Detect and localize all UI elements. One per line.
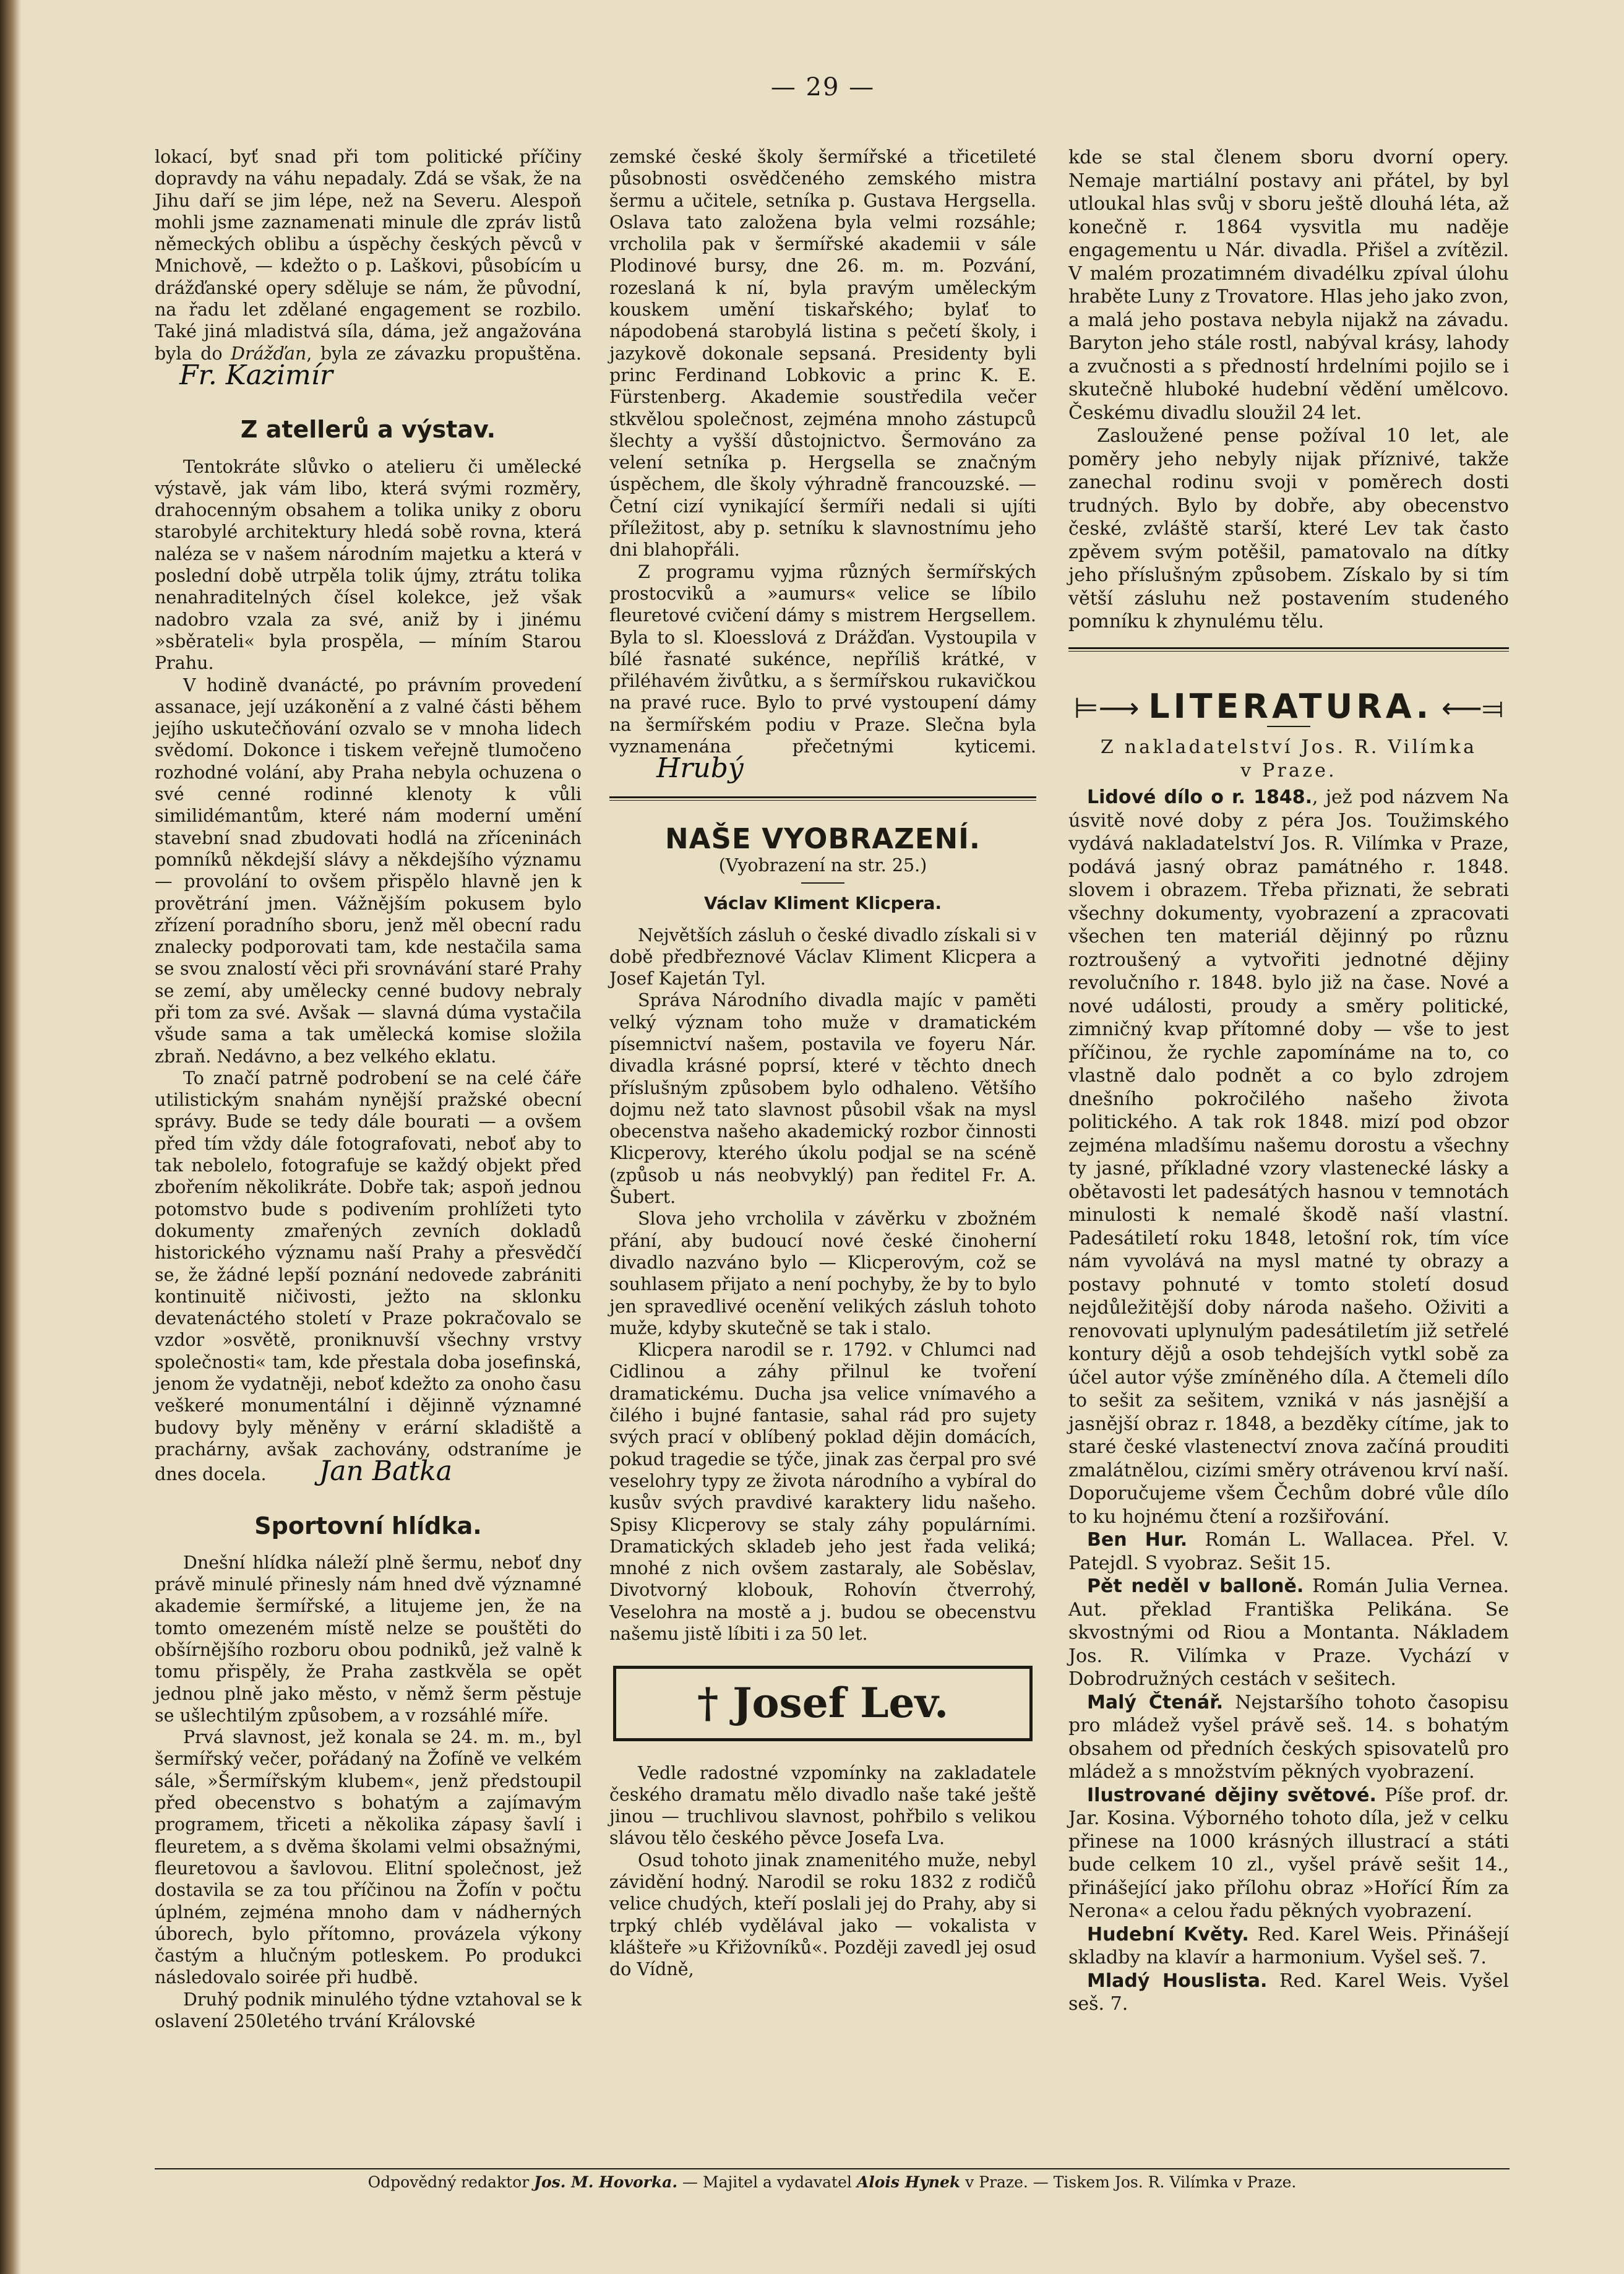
signature-hruby: Hrubý <box>656 752 744 785</box>
paragraph: Zasloužené pense požíval 10 let, ale poměry jeho nebyly nijak příznivé, takže zanechal rodinu svoji v poměrech dosti trudných. Bylo by dobře, aby obecenstvo české, zvláště starší, které Lev tak často zpěvem svým potěšil, pamatovalo na dítky jeho příslušným způsobem. Získalo by si tím větší zásluhu než postavením studeného pomníku k zhynulému tělu. <box>1068 425 1509 632</box>
text: , byla ze závazku propuštěna. <box>306 343 582 364</box>
paragraph <box>609 561 1036 783</box>
article-title-klicpera: Václav Kliment Klicpera. <box>703 893 942 914</box>
text: lokací, byť snad při tom politické příčiny dopravdy na váhu nepadaly. Zdá se však, že na Jihu daří se jim lépe, než na Severu. Alespoň mohli jsme zaznamenati minule dle zpráv listů německých oblibu a úspěchy českých pěvců v Mnichově, — kdežto o p. Laškovi, působícím u drážďanské opery sděluje se nám, že původní, na řadu let zdělané engagement se rozbilo. Také jiná mladistvá síla, dáma, jež angažována byla do <box>155 147 582 364</box>
text: Lidové dílo o r. 1848. <box>1087 786 1312 808</box>
list-item <box>1068 786 1509 1528</box>
ornament-right-icon: ⟵⫤ <box>1432 691 1504 725</box>
paragraph: Tentokráte slůvko o atelieru či umělecké výstavě, jak vám libo, která svými rozměry, drahocenným obsahem a tolika uniky z oboru starobylé architektury hledá sobě rovna, která naléza se v našem národním majetku a která v poslední době utrpěla tolik újmy, ztrátu tolika nenahraditelných čísel kolekce, jež však nadobro vzala za své, aniž by i jinému »sběrateli« byla prospěla, — míním Starou Prahu. <box>155 456 582 674</box>
paragraph: Klicpera narodil se r. 1792. v Chlumci nad Cidlinou a záhy přilnul ke tvoření dramatickému. Ducha jsa velice vnímavého a čilého i bujné fantasie, sahal rád pro sujety svých prací v oblíbený poklad dějin domácích, pokud tragedie se týče, jinak zas čerpal pro své veselohry typy ze života národního a vybíral do kusův svých pravdivé karaktery lidu našeho. Spisy Klicperovy se staly záhy populárními. Dramatických skladeb jeho jest řada veliká; mnohé z nich ovšem zastaraly, ale Soběslav, Divotvorný klobouk, Rohovín čtverrohý, Veselohra na mostě a j. budou se obecenstvu našemu jistě líbiti i za 50 let. <box>609 1340 1036 1644</box>
text: Red. Karel Weis. Přinášejí skladby na klavír a harmonium. Vyšel seš. 7. <box>1068 1923 1509 1968</box>
obituary-box <box>613 1666 1033 1741</box>
paragraph: Slova jeho vrcholila v závěrku v zbožném přání, aby budoucí nové české činoherní divadlo nazváno bylo — Klicperovým, což se souhlasem přijato a není pochyby, že by to bylo jen spravedlivé ocenění velikých zásluh tohoto muže, kdyby skutečně se tak i stalo. <box>609 1208 1036 1338</box>
list-item <box>1068 1970 1509 2016</box>
paragraph: Správa Národního divadla majíc v paměti velký význam toho muže v dramatickém písemnictví našem, postavila ve foyeru Nár. divadla krásné poprsí, které v těchto dnech příslušným způsobem bylo odhaleno. Většího dojmu než tato slavnost působil však na mysl obecenstva našeho akademický rozbor činnosti Klicperovy, kterého úkolu podjal se na scéně (způsob u nás neobvyklý) pan ředitel Fr. A. Šubert. <box>609 990 1036 1208</box>
paragraph <box>155 1067 582 1486</box>
list-item <box>1068 1575 1509 1691</box>
divider <box>1068 647 1509 652</box>
paragraph: Prvá slavnost, jež konala se 24. m. m., byl šermířský večer, pořádaný na Žofíně ve velkém sále, »Šermířským klubem«, jenž předstoupil před obecenstvo s bohatým a zajímavým programem, třiceti a několika zápasy šavlí i fleuretem, a s dvěma školami velmi obsažnými, fleuretovou a šavlovou. Elitní společnost, jež dostavila se za tou příčinou na Žofín v počtu úplném, zejména mnoho dam v nádherných úborech, bylo přítomno, provázela výkony častým a hlučným potleskem. Po produkci následovalo soirée při hudbě. <box>155 1727 582 1988</box>
section-title-ateliers: Z atellerů a výstav. <box>240 416 496 444</box>
paragraph: Vedle radostné vzpomínky na zakladatele českého dramatu mělo divadlo naše také ještě jinou — truchlivou slavnost, pohřbilo s velikou slávou tělo českého pěvce Josefa Lva. <box>609 1762 1036 1849</box>
text: Román Julia Vernea. Aut. překlad Františka Pelikána. Se skvostnými od Riou a Montanta. Nákladem Jos. R. Vilímka v Praze. Vychází v Dobrodružných cestách v sešitech. <box>1068 1575 1509 1690</box>
publisher-line: v Praze. <box>1240 759 1337 782</box>
column-2 <box>609 146 1036 1981</box>
book-spine <box>0 0 21 2274</box>
signature-batka: Jan Batka <box>319 1455 452 1488</box>
section-title-literature <box>1068 686 1509 726</box>
text: LITERATURA. <box>1148 686 1433 726</box>
text: Odpovědný redaktor <box>367 2173 535 2191</box>
list-item <box>1068 1691 1509 1784</box>
list-item <box>1068 1923 1509 1970</box>
list-item <box>1068 1528 1509 1575</box>
paragraph: Druhý podnik minulého týdne vztahoval se k oslavení 250letého trvání Královské <box>155 1989 582 2032</box>
text: Jos. M. Hovorka. <box>534 2173 678 2191</box>
paragraph: Dnešní hlídka náleží plně šermu, neboť dny právě minulé přinesly nám hned dvě významné akademie šermířské, a litujeme jen, že na tomto omezeném místě nelze se pouštěti do obšírnějšího rozboru obou podniků, jež valně k tomu přispěly, že Praha zastkvěla se opět jednou plně jako město, v němž šerm pěstuje se ušlechtilým způsobem, a v rozsáhlé míře. <box>155 1552 582 1726</box>
divider <box>801 882 844 884</box>
paragraph: Největších zásluh o české divadlo získali si v době předbřeznové Václav Kliment Klicpera a Josef Kajetán Tyl. <box>609 924 1036 989</box>
text: Ilustrované dějiny světové. <box>1087 1784 1377 1806</box>
text: Alois Hynek <box>856 2173 961 2191</box>
column-1 <box>155 146 582 2032</box>
paragraph: Osud tohoto jinak znamenitého muže, nebyl závidění hodný. Narodil se roku 1832 z rodičů velice chudých, kteří poslali jej do Prahy, aby si trpký chléb vydělával jako — vokalista v klášteře »u Křižovníků«. Později zavedl jej osud do Vídně, <box>609 1850 1036 1980</box>
obituary-title: † Josef Lev. <box>697 1679 949 1728</box>
text: Hudební Květy. <box>1087 1923 1249 1945</box>
text: Román L. Wallacea. Přel. V. Patejdl. S vyobraz. Sešit 15. <box>1068 1529 1509 1574</box>
text: Z programu vyjma různých šermířských prostocviků a »aumurs« velice se líbilo fleuretové cvičení dámy s mistrem Hergsellem. Byla to sl. Kloesslová z Drážďan. Vystoupila v bílé řasnaté sukénce, nepříliš krátké, v přiléhavém živůtku, a s šermířskou rukavičkou na pravé ruce. Bylo to prvé vystoupení dámy na šermířském podiu v Praze. Slečna byla vyznamenána přečetnými kyticemi. <box>609 561 1036 757</box>
paragraph <box>155 146 582 389</box>
text: Red. Karel Weis. Vyšel seš. 7. <box>1068 1970 1509 2015</box>
page-number: — 29 — <box>770 73 875 101</box>
text: — Majitel a vydavatel <box>677 2173 857 2191</box>
divider <box>1267 726 1310 727</box>
paragraph: zemské české školy šermířské a třicetileté působnosti osvědčeného zemského mistra šermu a učitele, setníka p. Gustava Hergsella. Oslava tato založena byla velmi rozsáhle; vrcholila pak v šermířské akademii v sále Plodinové bursy, dne 26. m. m. Pozvání, rozeslaná k ní, byla pravým uměleckým kouskem umění tiskařského; bylať to nápodobená starobylá listina s pečetí školy, i jazykově dokonale sepsaná. Presidenty byli princ Ferdinand Lobkovic a princ K. E. Fürstenberg. Akademie soustředila večer stkvělou společnost, zejména mnoho zástupců šlechty a vyšší důstojnictvo. Šermováno za velení setníka p. Hergsella se značným úspěchem, dle školy výhradně francouzské. — Četní cizí vynikající šermíři nedali si ujíti příležitost, aby p. setníku k slavnostnímu jeho dni blahopřáli. <box>609 147 1036 561</box>
ornament-left-icon: ⊨⟶ <box>1073 691 1149 725</box>
text: Pět neděl v balloně. <box>1087 1575 1304 1597</box>
signature-kazimir: Fr. Kazimír <box>179 359 333 391</box>
section-title-illustrations: NAŠE VYOBRAZENÍ. <box>664 822 981 855</box>
column-3 <box>1068 146 1509 2016</box>
text: v Praze. — Tiskem Jos. R. Vilímka v Praze. <box>960 2173 1297 2191</box>
text: Ben Hur. <box>1087 1529 1188 1551</box>
text: Malý Čtenář. <box>1087 1691 1224 1713</box>
section-title-sports: Sportovní hlídka. <box>254 1512 482 1540</box>
paragraph: kde se stal členem sboru dvorní opery. Nemaje martiální postavy ani přátel, by byl utloukal hlas svůj v sboru ještě dlouhá léta, až konečně r. 1864 vysvitla mu naděje engagementu u Nár. divadla. Přišel a zvítězil. V malém prozatimném divadélku zpíval úlohu hraběte Luny z Trovatore. Hlas jeho jako zvon, a malá jeho postava nebyla nijakž na závadu. Baryton jeho stále rostl, nabýval krásy, lahody a zvučnosti a s předností hrdelními pojilo se i skutečně hluboké hudební vědění umělcovo. Českému divadlu sloužil 24 let. <box>1068 147 1509 424</box>
text: , jež pod názvem Na úsvitě nové doby z péra Jos. Toužimského vydává nakladatelství Jos. R. Vilímka v Praze, podává jasný obraz památného r. 1848. slovem i obrazem. Třeba přiznati, že sebrati všechny dokumenty, vyobrazení a zpracovati všechen ten materiál dějinný po různu roztroušený a vytvořiti jednotné dějiny revolučního r. 1848. bylo již na čase. Nové a nové události, proudy a směry politické, zimničný kvap přítomné doby — vše to jest příčinou, že rychle zapomínáme na to, co vlastně dalo podnět a co bylo zdrojem dnešního pokročilého našeho života politického. A tak rok 1848. mizí pod obzor zejména mladšímu našemu dorostu a všechny ty jasné, příkladné vzory vlastenecké lásky a obětavosti let padesátých hasnou v temnotách minulosti k nemalé škodě naší vlastní. Padesátiletí roku 1848, letošní rok, tím více nám vyvolává na mysl matné ty obrazy a postavy pohnuté v tomto století dosud nejdůležitější doby národa našeho. Oživiti a renovovati uplynulým padesátiletím již setřelé kontury dějů a osob tehdejších vytkl sobě za účel autor výše zmíněného díla. A čtemeli dílo to sešit za sešitem, vzniká v nás jasnější a jasnější obraz r. 1848, a bezděky cítíme, jak to staré české vlastenectví znova začíná prouditi zmalátnělou, cizími směry otrávenou krví naší. Doporučujeme všem Čechům dobré vůle dílo to ku hojnému čtení a rozšiřování. <box>1068 786 1510 1528</box>
text: To značí patrně podrobení se na celé čáře utilistickým snahám nynější pražské obecní správy. Bude se tedy dále bourati — a ovšem před tím vždy dále fotografovati, neboť aby to tak nebolelo, fotografuje se každý objekt před zbořením několikráte. Dobře tak; aspoň jednou potomstvo bude s podivením prohlížeti tyto dokumenty zmařených zevních dokladů historického významu naší Prahy a přesvědčí se, že žádné lepší poznání nedovede zabrániti kontinuitě ničivosti, ježto na sklonku devatenáctého století v Praze pokračovalo se vzdor »osvětě, proniknuvší všechny vrstvy společnosti« tam, kde přestala doba josefinská, jenom že vydatněji, neboť kdežto za onoho času veškeré monumentální i dějinně významné budovy byly měněny v erární skladiště a prachárny, avšak zachovány, odstraníme je dnes docela. <box>155 1067 582 1485</box>
text: Píše prof. dr. Jar. Kosina. Výborného tohoto díla, jež v celku přinese na 1000 krásných illustrací a státi bude celkem 10 zl., vyšel právě sešit 14., přinášející jako přílohu obraz »Hořící Řím za Nerona« a celou řadu pěkných vyobrazení. <box>1068 1784 1510 1922</box>
text: Mladý Houslista. <box>1087 1970 1268 1992</box>
paragraph: V hodině dvanácté, po právním provedení assanace, její uzákonění a z valné části během jejího uskutečňování ozvalo se v mnoha lidech svědomí. Dokonce i tiskem veřejně tlumočeno rozhodné volání, aby Praha nebyla ochuzena o své cenné rodinné klenoty k vůli similidémantům, které nám moderní umění stavební snad zbudovati hodlá na zříceninách pomníků někdejší slávy a někdejšího významu — provolání to ovšem přispělo hlavně jen k provětrání jmen. Vážnějším pokusem bylo zřízení poradního sboru, jenž měl obecní radu znalecky podporovati tam, kde nestačila sama se svou znalostí věci při srovnávání staré Prahy se zemí, aby umělecky cenné budovy nebraly při tom za své. Avšak — slavná dúma vystačila všude sama a tak umělecká komise složila zbraň. Nedávno, a bez velkého eklatu. <box>155 674 582 1067</box>
divider <box>609 796 1036 801</box>
list-item <box>1068 1784 1509 1923</box>
subtitle: (Vyobrazení na str. 25.) <box>718 855 927 876</box>
text: Drážďan <box>231 343 307 364</box>
text: Nejstaršího tohoto časopisu pro mládež vyšel právě seš. 14. s bohatým obsahem od předních českých spisovatelů pro mládež a s množstvím pěkných vyobrazení. <box>1068 1691 1509 1783</box>
publisher-line: Z nakladatelství Jos. R. Vilímka <box>1100 736 1477 758</box>
imprint-footer <box>155 2168 1510 2191</box>
